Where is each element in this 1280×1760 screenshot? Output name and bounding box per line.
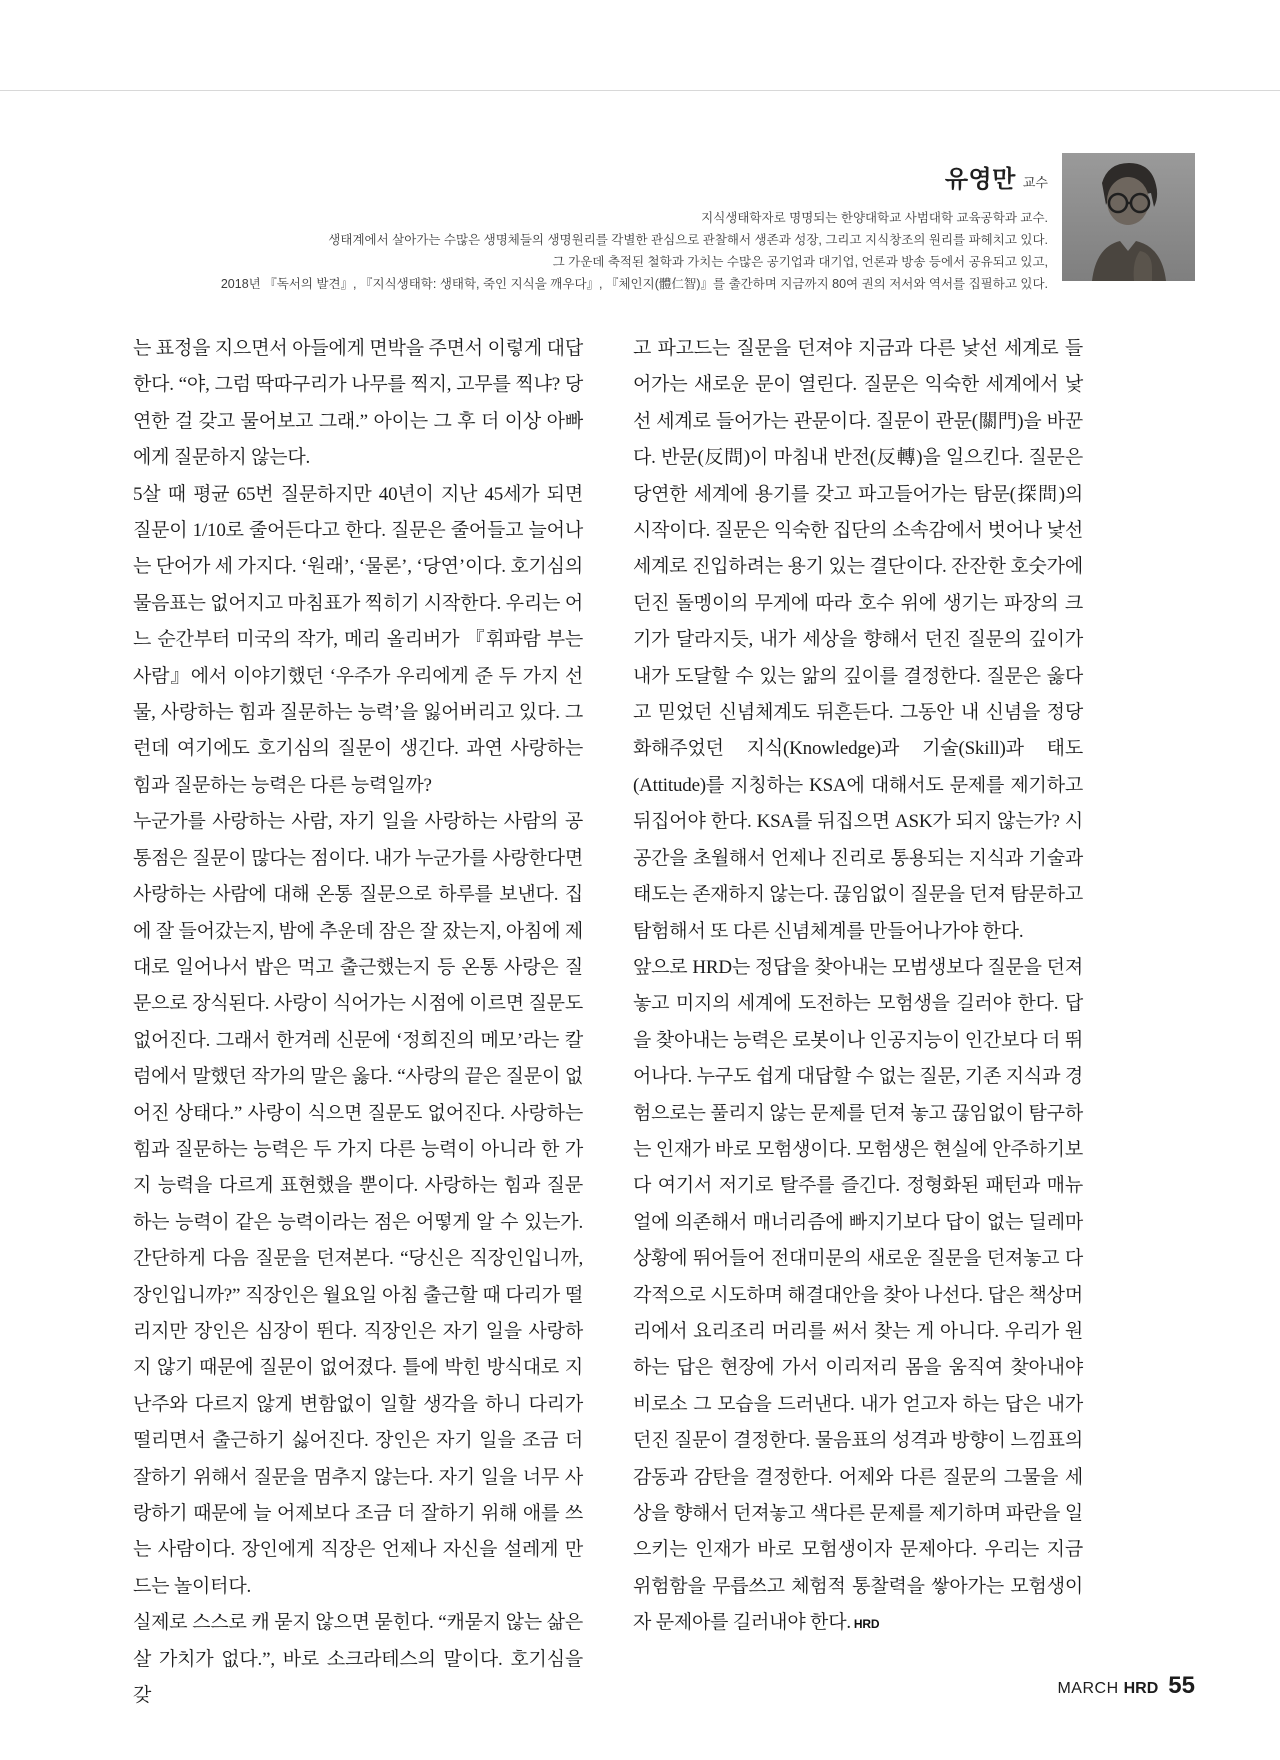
article-body [133, 331, 1083, 1714]
paragraph-text: 앞으로 HRD는 정답을 찾아내는 모범생보다 질문을 던져놓고 미지의 세계에 도전하는 모험생을 길러야 한다. 답을 찾아내는 능력은 로봇이나 인공지능이 인간보다 더 뛰어나다. 누구도 쉽게 대답할 수 없는 질문, 기존 지식과 경험으로는 풀리지 않는 문제를 던져 놓고 끊임없이 탐구하는 인재가 바로 모험생이다. 모험생은 현실에 안주하기보다 여기서 저기로 탈주를 즐긴다. 정형화된 패턴과 매뉴얼에 의존해서 매너리즘에 빠지기보다 답이 없는 딜레마 상황에 뛰어들어 전대미문의 새로운 질문을 던져놓고 다각적으로 시도하며 해결대안을 찾아 나선다. 답은 책상머리에서 요리조리 머리를 써서 찾는 게 아니다. 우리가 원하는 답은 현장에 가서 이리저리 몸을 움직여 찾아내야 비로소 그 모습을 드러낸다. 내가 얻고자 하는 답은 내가 던진 질문이 결정한다. 물음표의 성격과 방향이 느낌표의 감동과 감탄을 결정한다. 어제와 다른 질문의 그물을 세상을 향해서 던져놓고 색다른 문제를 제기하며 파란을 일으키는 인재가 바로 모험생이자 문제아다. 우리는 지금 위험함을 무릅쓰고 체험적 통찰력을 쌓아가는 모험생이자 문제아를 길러내야 한다. [633, 956, 1083, 1634]
author-name: 유영만 [944, 166, 1016, 193]
author-portrait-photo [1062, 153, 1195, 281]
author-info [221, 153, 1048, 295]
footer-page-number: 55 [1168, 1672, 1195, 1699]
author-bio-line: 2018년 『독서의 발견』, 『지식생태학: 생태학, 죽인 지식을 깨우다』, 『체인지(體仁智)』를 출간하며 지금까지 80여 권의 저서와 역서를 집필하고 있다. [220, 277, 1048, 291]
author-title: 교수 [1022, 175, 1048, 190]
article-end-mark: HRD [853, 1617, 880, 1632]
footer-brand: HRD [1123, 1680, 1159, 1697]
top-divider-rule [0, 90, 1280, 91]
author-bio-line: 생태계에서 살아가는 수많은 생명체들의 생명원리를 각별한 관심으로 관찰해서 생존과 성장, 그리고 지식창조의 원리를 파헤치고 있다. [328, 233, 1048, 247]
paragraph: 누군가를 사랑하는 사람, 자기 일을 사랑하는 사람의 공통점은 질문이 많다는 점이다. 내가 누군가를 사랑한다면 사랑하는 사람에 대해 온통 질문으로 하루를 보낸다. 집에 잘 들어갔는지, 밤에 추운데 잠은 잘 잤는지, 아침에 제대로 일어나서 밥은 먹고 출근했는지 등 온통 사랑은 질문으로 장식된다. 사랑이 식어가는 시점에 이르면 질문도 없어진다. 그래서 한겨레 신문에 ‘정희진의 메모’라는 칼럼에서 말했던 작가의 말은 옳다. “사랑의 끝은 질문이 없어진 상태다.” 사랑이 식으면 질문도 없어진다. 사랑하는 힘과 질문하는 능력은 두 가지 다른 능력이 아니라 한 가지 능력을 다르게 표현했을 뿐이다. 사랑하는 힘과 질문하는 능력이 같은 능력이라는 점은 어떻게 알 수 있는가. 간단하게 다음 질문을 던져본다. “당신은 직장인입니까, 장인입니까?” 직장인은 월요일 아침 출근할 때 다리가 떨리지만 장인은 심장이 뛴다. 직장인은 자기 일을 사랑하지 않기 때문에 질문이 없어졌다. 틀에 박힌 방식대로 지난주와 다르지 않게 변함없이 일할 생각을 하니 다리가 떨리면서 출근하기 싫어진다. 장인은 자기 일을 조금 더 잘하기 위해서 질문을 멈추지 않는다. 자기 일을 너무 사랑하기 때문에 늘 어제보다 조금 더 잘하기 위해 애를 쓰는 사람이다. 장인에게 직장은 언제나 자신을 설레게 만드는 놀이터다. [133, 811, 583, 1597]
author-byline [221, 153, 1195, 295]
article-left-column [133, 331, 583, 1714]
page-footer [1057, 1672, 1195, 1700]
author-bio-line: 지식생태학자로 명명되는 한양대학교 사범대학 교육공학과 교수. [701, 211, 1048, 225]
paragraph: 실제로 스스로 캐 묻지 않으면 묻힌다. “캐묻지 않는 삶은 살 가치가 없다.”, 바로 소크라테스의 말이다. 호기심을 갖 [133, 1612, 583, 1707]
author-portrait-placeholder [1062, 153, 1195, 281]
paragraph [633, 950, 1083, 1643]
author-bio-line: 그 가운데 축적된 철학과 가치는 수많은 공기업과 대기업, 언론과 방송 등에서 공유되고 있고, [552, 255, 1048, 269]
paragraph: 고 파고드는 질문을 던져야 지금과 다른 낯선 세계로 들어가는 새로운 문이 열린다. 질문은 익숙한 세계에서 낯선 세계로 들어가는 관문이다. 질문이 관문(關門)을 바꾼다. 반문(反問)이 마침내 반전(反轉)을 일으킨다. 질문은 당연한 세계에 용기를 갖고 파고들어가는 탐문(探問)의 시작이다. 질문은 익숙한 집단의 소속감에서 벗어나 낯선 세계로 진입하려는 용기 있는 결단이다. 잔잔한 호숫가에 던진 돌멩이의 무게에 따라 호수 위에 생기는 파장의 크기가 달라지듯, 내가 세상을 향해서 던진 질문의 깊이가 내가 도달할 수 있는 앎의 깊이를 결정한다. 질문은 옳다고 믿었던 신념체계도 뒤흔든다. 그동안 내 신념을 정당화해주었던 지식(Knowledge)과 기술(Skill)과 태도(Attitude)를 지칭하는 KSA에 대해서도 문제를 제기하고 뒤집어야 한다. KSA를 뒤집으면 ASK가 되지 않는가? 시공간을 초월해서 언제나 진리로 통용되는 지식과 기술과 태도는 존재하지 않는다. 끊임없이 질문을 던져 탐문하고 탐험해서 또 다른 신념체계를 만들어나가야 한다. [633, 338, 1083, 942]
paragraph: 는 표정을 지으면서 아들에게 면박을 주면서 이렇게 대답한다. “야, 그럼 딱따구리가 나무를 찍지, 고무를 찍냐? 당연한 걸 갖고 물어보고 그래.” 아이는 그 후 더 이상 아빠에게 질문하지 않는다. [133, 338, 583, 469]
article-right-column [633, 331, 1083, 1714]
paragraph: 5살 때 평균 65번 질문하지만 40년이 지난 45세가 되면 질문이 1/10로 줄어든다고 한다. 질문은 줄어들고 늘어나는 단어가 세 가지다. ‘원래’, ‘물론’, ‘당연’이다. 호기심의 물음표는 없어지고 마침표가 찍히기 시작한다. 우리는 어느 순간부터 미국의 작가, 메리 올리버가 『휘파람 부는 사람』에서 이야기했던 ‘우주가 우리에게 준 두 가지 선물, 사랑하는 힘과 질문하는 능력’을 잃어버리고 있다. 그런데 여기에도 호기심의 질문이 생긴다. 과연 사랑하는 힘과 질문하는 능력은 다른 능력일까? [133, 483, 583, 796]
footer-month: MARCH [1057, 1680, 1119, 1697]
author-name-line [221, 159, 1048, 194]
